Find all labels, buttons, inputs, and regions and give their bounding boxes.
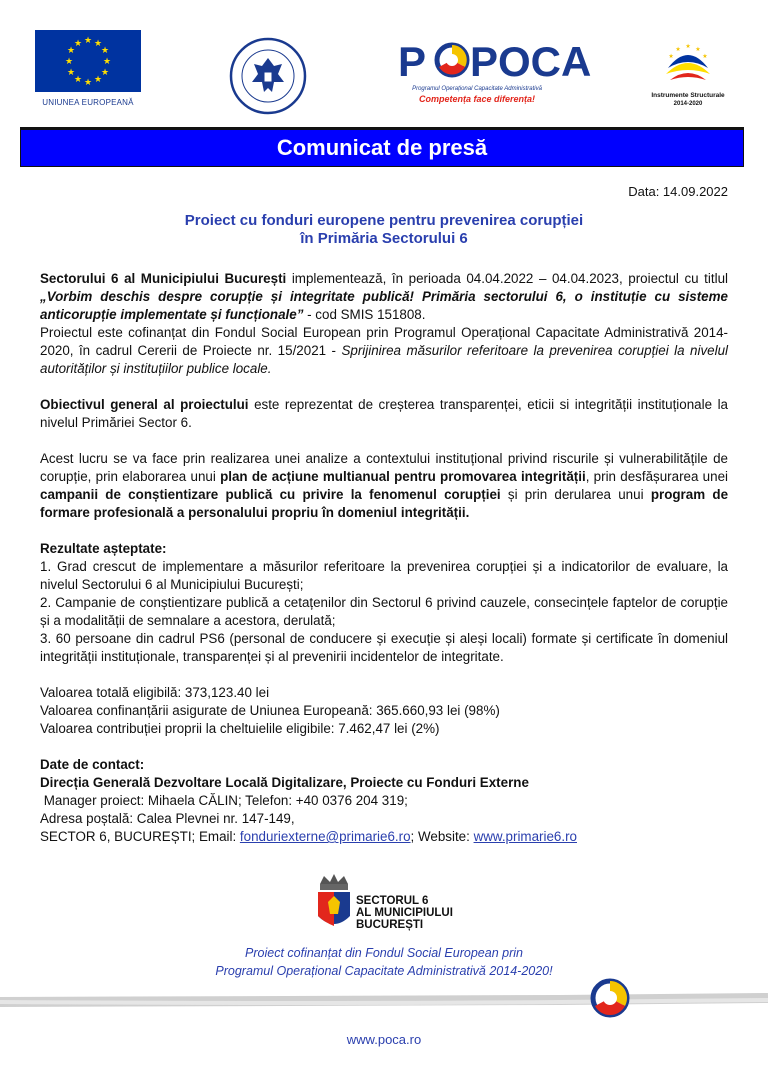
cofinancing-note-line1: Proiect cofinanțat din Fondul Social European prin [245, 946, 523, 960]
svg-text:★: ★ [64, 57, 74, 67]
eu-caption: UNIUNEA EUROPEANĂ [42, 98, 134, 107]
contact-organization: Direcția Generală Dezvoltare Locală Digitalizare, Proiecte cu Fonduri Externe [40, 775, 529, 790]
svg-text:★: ★ [102, 57, 112, 67]
sector6-line2: AL MUNICIPIULUI [356, 907, 453, 919]
sector6-crest-icon [310, 874, 358, 938]
objective-paragraph [40, 396, 728, 432]
svg-text:P: P [398, 38, 427, 85]
svg-text:★: ★ [83, 78, 93, 88]
is-caption-line1: Instrumente Structurale [651, 92, 725, 99]
own-contribution-value: Valoarea contribuției proprii la cheltuielile eligibile: 7.462,47 lei (2%) [40, 721, 440, 736]
activity-campaign: campanii de conștientizare publică cu privire la fenomenul corupției [40, 487, 501, 502]
project-title-line1: Proiect cu fonduri europene pentru prevenirea corupției [184, 212, 584, 229]
smis-code: - cod SMIS 151808. [303, 307, 426, 322]
activities-paragraph [40, 450, 728, 522]
poca-program-caption: Programul Operațional Capacitate Administrativă [412, 86, 542, 92]
svg-text:★: ★ [668, 53, 674, 60]
svg-text:★: ★ [73, 75, 83, 85]
objective-label: Obiectivul general al proiectului [40, 397, 249, 412]
press-release-banner: Comunicat de presă [20, 127, 744, 167]
svg-text:★: ★ [73, 39, 83, 49]
contact-manager: Manager proiect: Mihaela CĂLIN; Telefon: +40 0376 204 319; [40, 793, 408, 808]
government-seal-icon [228, 36, 308, 116]
svg-text:★: ★ [93, 39, 103, 49]
poca-wheel-icon [437, 45, 467, 75]
svg-text:★: ★ [100, 46, 110, 56]
cofinancing-note-line2: Programul Operațional Capacitate Administrativă 2014-2020! [215, 964, 553, 978]
activities-text-e: și prin derularea unui [500, 487, 651, 502]
website-link[interactable]: www.primarie6.ro [473, 829, 577, 844]
intro-paragraph [40, 270, 728, 324]
svg-text:★: ★ [702, 53, 708, 60]
poca-website-link[interactable]: www.poca.ro [346, 1032, 422, 1047]
svg-text:★: ★ [66, 46, 76, 56]
svg-text:★: ★ [93, 75, 103, 85]
svg-text:★: ★ [66, 68, 76, 78]
svg-text:★: ★ [100, 68, 110, 78]
activities-text-a: Acest lucru se va face prin realizarea unei analize a contextului instituțional privind riscurile și vulnerabilitățile de corupție, prin elaborarea unui [40, 451, 728, 484]
eu-cofinancing-value: Valoarea confinanțării asigurate de Uniunea Europeană: 365.660,93 lei (98%) [40, 703, 500, 718]
funding-text: Proiectul este cofinanțat din Fondul Social European prin Programul Operațional Capacitate Administrativă 2014-2020, în cadrul Cererii de Proiecte nr. 15/2021 - [40, 325, 728, 358]
result-item: 1. Grad crescut de implementare a măsurilor referitoare la prevenirea corupției și a indicatorilor de evaluare, la nivelul Sectorului 6 al Municipiului București; [40, 559, 728, 592]
contact-address: Adresa poștală: Calea Plevnei nr. 147-149, [40, 811, 295, 826]
press-release-body [40, 270, 728, 846]
structural-instruments-logo [640, 40, 736, 120]
call-name: Sprijinirea măsurilor referitoare la prevenirea corupției la nivelul autorităților și instituțiilor publice locale. [40, 343, 728, 376]
svg-text:★: ★ [83, 36, 93, 46]
results-heading: Rezultate așteptate: [40, 541, 167, 556]
sector6-line1: SECTORUL 6 [356, 895, 429, 907]
sector6-logo-text [356, 895, 453, 931]
structural-instruments-icon [666, 43, 710, 80]
objective-text: este reprezentat de creșterea transparenței, eticii si integrității instituționale la nivelul Primăriei Sector 6. [40, 397, 728, 430]
footer-wave-decoration [0, 978, 768, 1028]
is-caption-line2: 2014-2020 [673, 101, 703, 107]
sector6-line3: BUCUREȘTI [356, 919, 424, 931]
release-date: Data: 14.09.2022 [628, 184, 728, 199]
project-title-line2: în Primăria Sectorului 6 [300, 230, 468, 247]
funding-paragraph [40, 324, 728, 378]
activities-text-c: , prin desfășurarea unei [585, 469, 728, 484]
project-name: „Vorbim deschis despre corupție și integritate publică! Primăria sectorului 6, o instituție cu sisteme anticorupție implementate și funcționale” [40, 289, 728, 322]
eu-flag-icon [35, 30, 141, 92]
result-item: 3. 60 persoane din cadrul PS6 (personal de conducere și execuție și aleși locali) formate și certificate în domeniul integrității instituționale, transparenței și al prevenirii incidentelor de integritate. [40, 631, 728, 664]
total-value: Valoarea totală eligibilă: 373,123.40 lei [40, 685, 270, 700]
contact-heading: Date de contact: [40, 757, 145, 772]
poca-slogan: Competența face diferența! [418, 94, 536, 104]
poca-wheel-footer-icon [593, 981, 627, 1015]
activity-action-plan: plan de acțiune multianual pentru promovarea integrității [220, 469, 586, 484]
contact-line [40, 828, 728, 846]
svg-text:★: ★ [675, 46, 681, 53]
svg-text:★: ★ [695, 46, 701, 53]
poca-logo [392, 36, 592, 108]
svg-text:★: ★ [685, 43, 691, 50]
activity-training: program de formare profesională a personalului propriu în domeniul integrității. [40, 487, 729, 520]
beneficiary-name: Sectorului 6 al Municipiului București [40, 271, 287, 286]
intro-text: implementează, în perioada 04.04.2022 – 04.04.2023, proiectul cu titlul [286, 271, 728, 286]
contact-sector: SECTOR 6, BUCUREȘTI; Email: [40, 829, 240, 844]
website-prefix: ; Website: [410, 829, 474, 844]
eu-logo [32, 30, 144, 107]
poca-logo-text: POCA [470, 38, 592, 85]
result-item: 2. Campanie de conștientizare publică a cetațenilor din Sectorul 6 privind cauzele, consecințele faptelor de corupție și a modalității de semnalare a acestora, derulată; [40, 595, 728, 628]
email-link[interactable]: fonduriexterne@primarie6.ro [239, 829, 411, 844]
